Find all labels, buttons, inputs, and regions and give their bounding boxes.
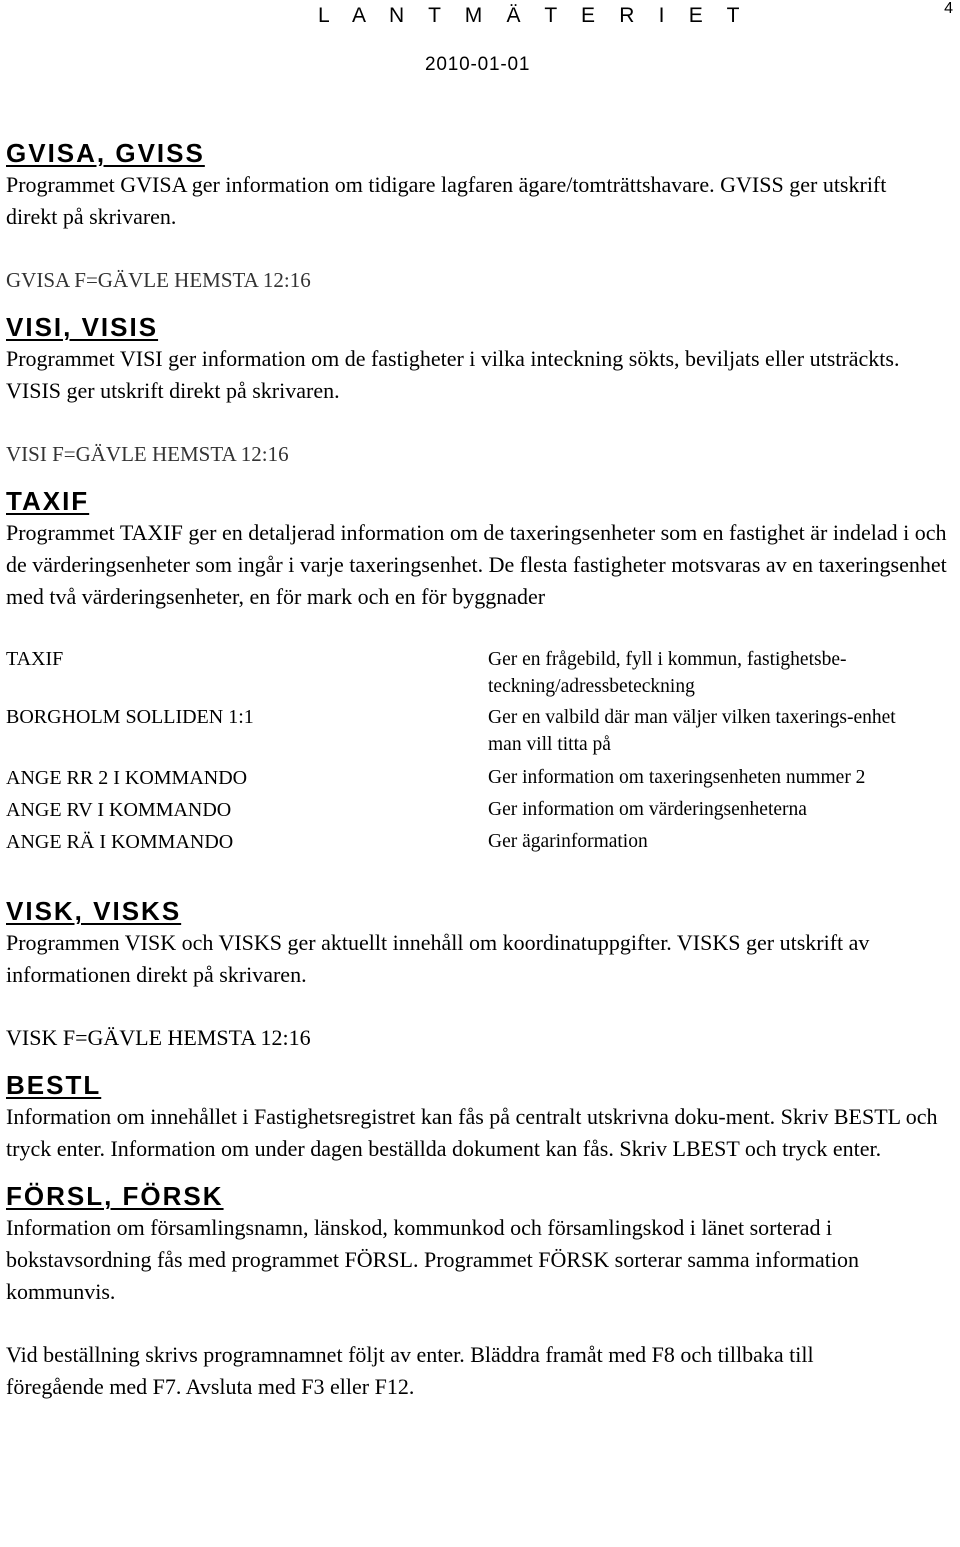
section-gvisa <box>6 136 954 296</box>
command-cell: TAXIF <box>6 648 64 670</box>
section-heading: GVISA, GVISS <box>6 138 205 168</box>
command-cell: ANGE RR 2 I KOMMANDO <box>6 767 248 789</box>
section-heading: BESTL <box>6 1070 102 1100</box>
section-visi <box>6 310 954 470</box>
section-heading: VISK, VISKS <box>6 896 182 926</box>
section-heading: TAXIF <box>6 486 90 516</box>
table-row <box>6 646 954 700</box>
usage-note: Vid beställning skrivs programnamnet följt av enter. Bläddra framåt med F8 och tillbaka till föregående med F7. Avsluta med F3 eller F12. <box>6 1342 814 1399</box>
description-cell: Ger en valbild där man väljer vilken taxerings-enhet man vill titta på <box>488 707 896 755</box>
description-cell: Ger information om taxeringsenheten nummer 2 <box>488 767 866 788</box>
description-cell: Ger information om värderingsenheterna <box>488 799 807 820</box>
section-forsl <box>6 1179 954 1403</box>
section-text: Programmet VISI ger information om de fastigheter i vilka inteckning sökts, beviljats eller utsträckts. VISIS ger utskrift direkt på skrivaren. <box>6 346 900 403</box>
section-heading: FÖRSL, FÖRSK <box>6 1181 224 1211</box>
command-example: GVISA F=GÄVLE HEMSTA 12:16 <box>6 268 311 292</box>
section-heading: VISI, VISIS <box>6 312 159 342</box>
table-row <box>6 762 954 794</box>
document-date: 2010-01-01 <box>425 54 531 75</box>
section-text: Programmet TAXIF ger en detaljerad information om de taxeringsenheter som en fastighet är indelad i och de värderingsenheter som ingår i varje taxeringsenhet. De flesta fastigheter motsvaras av en taxeringsenhet med två värderingsenheter, en för mark och en för byggnader <box>6 520 947 609</box>
section-bestl <box>6 1068 954 1165</box>
command-reference-table <box>6 646 954 858</box>
document-body <box>6 138 954 1434</box>
section-text: Information om innehållet i Fastighetsregistret kan fås på centralt utskrivna doku-ment. Skriv BESTL och tryck enter. Information om under dagen beställda dokument kan fås. Skriv LBEST och tryck enter. <box>6 1104 938 1161</box>
section-visk <box>6 894 954 1054</box>
table-row <box>6 704 954 758</box>
organization-name: L A N T M Ä T E R I E T <box>318 4 749 27</box>
section-taxif <box>6 484 954 858</box>
table-row <box>6 826 954 858</box>
command-cell: BORGHOLM SOLLIDEN 1:1 <box>6 706 254 728</box>
command-cell: ANGE RV I KOMMANDO <box>6 799 232 821</box>
command-example: VISK F=GÄVLE HEMSTA 12:16 <box>6 1025 311 1050</box>
command-example: VISI F=GÄVLE HEMSTA 12:16 <box>6 442 289 466</box>
section-text: Information om församlingsnamn, länskod, kommunkod och församlingskod i länet sorterad i bokstavsordning fås med programmet FÖRSL. Programmet FÖRSK sorterar samma information kommunvis. <box>6 1215 859 1304</box>
section-text: Programmet GVISA ger information om tidigare lagfaren ägare/tomträttshavare. GVISS ger utskrift direkt på skrivaren. <box>6 172 887 229</box>
description-cell: Ger ägarinformation <box>488 831 648 852</box>
table-row <box>6 794 954 826</box>
section-text: Programmen VISK och VISKS ger aktuellt innehåll om koordinatuppgifter. VISKS ger utskrift av informationen direkt på skrivaren. <box>6 930 870 987</box>
page-number: 4 <box>944 0 953 17</box>
description-cell: Ger en frågebild, fyll i kommun, fastighetsbe-teckning/adressbeteckning <box>488 649 847 697</box>
command-cell: ANGE RÄ I KOMMANDO <box>6 831 234 853</box>
